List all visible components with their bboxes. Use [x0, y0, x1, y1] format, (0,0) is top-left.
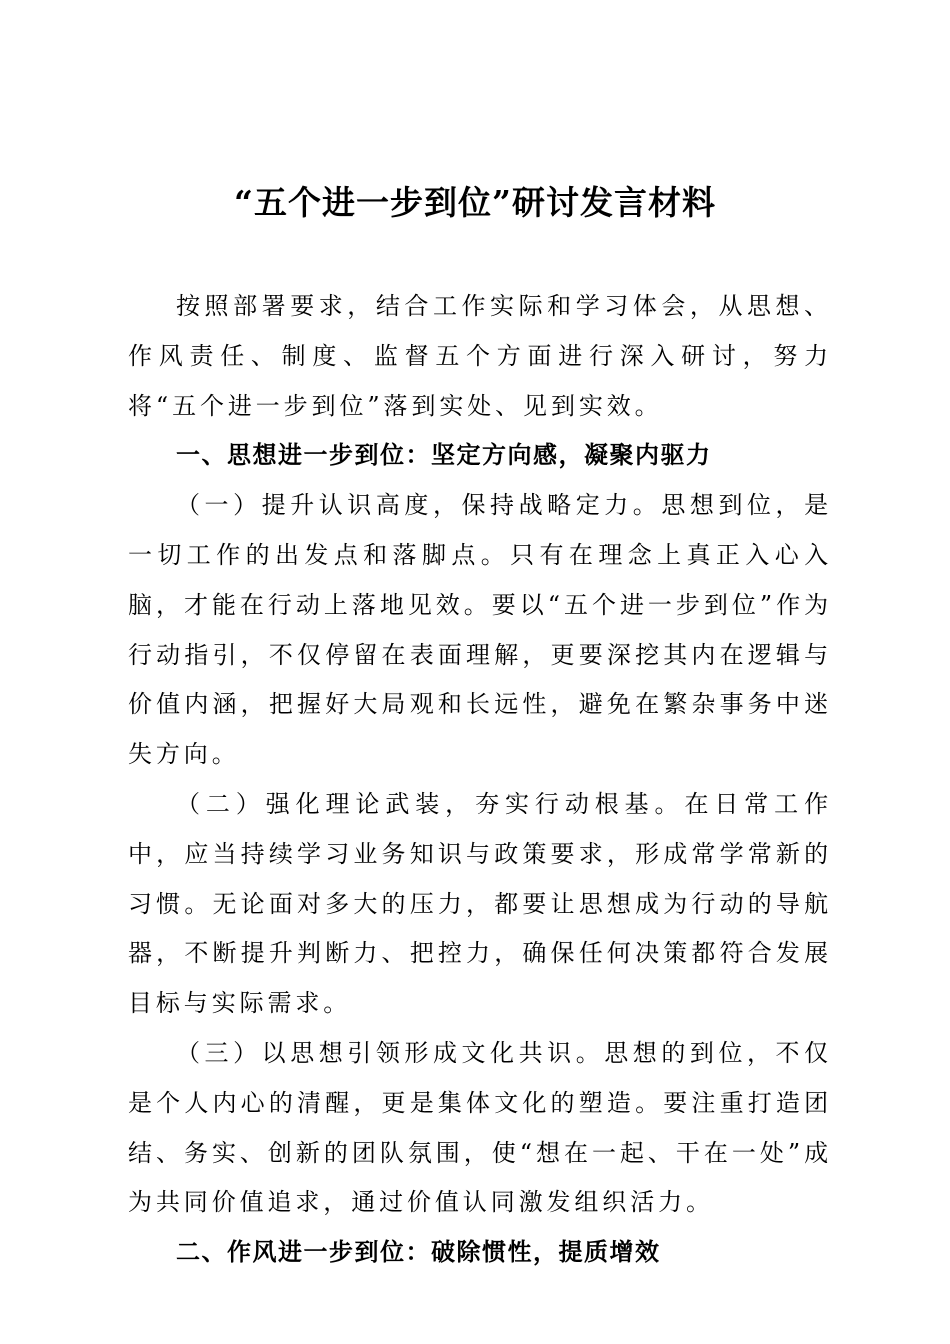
- document-body: [128, 282, 832, 1278]
- section-1-item-1: （一）提升认识高度，保持战略定力。思想到位，是一切工作的出发点和落脚点。只有在理念上真正入心入脑，才能在行动上落地见效。要以“五个进一步到位”作为行动指引，不仅停留在表面理解，更要深挖其内在逻辑与价值内涵，把握好大局观和长远性，避免在繁杂事务中迷失方向。: [128, 491, 832, 769]
- document-title: “五个进一步到位”研讨发言材料: [234, 183, 716, 222]
- section-1-heading: 一、思想进一步到位：坚定方向感，凝聚内驱力: [176, 441, 712, 470]
- section-2-heading: 二、作风进一步到位：破除惯性，提质增效: [176, 1238, 661, 1267]
- intro-paragraph: 按照部署要求，结合工作实际和学习体会，从思想、作风责任、制度、监督五个方面进行深入研讨，努力将“五个进一步到位”落到实处、见到实效。: [128, 292, 832, 420]
- section-1-item-2: （二）强化理论武装，夯实行动根基。在日常工作中，应当持续学习业务知识与政策要求，形成常学常新的习惯。无论面对多大的压力，都要让思想成为行动的导航器，不断提升判断力、把控力，确保任何决策都符合发展目标与实际需求。: [128, 789, 832, 1018]
- section-1-item-3: （三）以思想引领形成文化共识。思想的到位，不仅是个人内心的清醒，更是集体文化的塑造。要注重打造团结、务实、创新的团队氛围，使“想在一起、干在一处”成为共同价值追求，通过价值认同激发组织活力。: [128, 1038, 832, 1217]
